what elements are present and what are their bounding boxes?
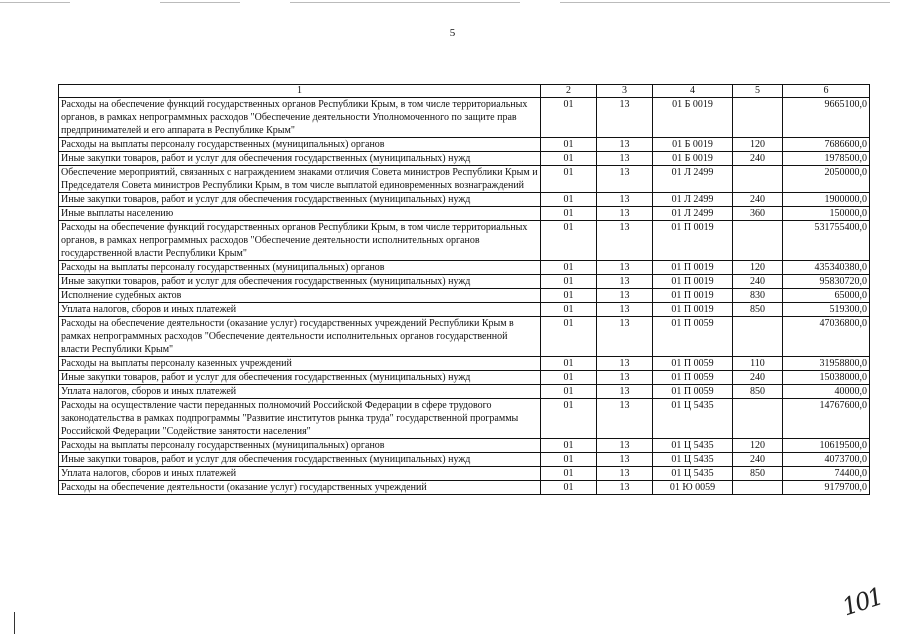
row-subsection: 13 (597, 138, 653, 152)
row-article: 01 П 0059 (653, 317, 733, 357)
row-section: 01 (541, 467, 597, 481)
row-section: 01 (541, 261, 597, 275)
row-article: 01 Л 2499 (653, 193, 733, 207)
row-amount: 7686600,0 (783, 138, 870, 152)
row-expense-type (733, 98, 783, 138)
row-section: 01 (541, 193, 597, 207)
table-row (59, 193, 870, 207)
row-name: Иные закупки товаров, работ и услуг для обеспечения государственных (муниципальных) нужд (59, 453, 541, 467)
table-row (59, 371, 870, 385)
row-article: 01 П 0019 (653, 303, 733, 317)
row-subsection: 13 (597, 439, 653, 453)
row-amount: 1900000,0 (783, 193, 870, 207)
row-section: 01 (541, 439, 597, 453)
row-article: 01 Ц 5435 (653, 467, 733, 481)
row-name: Уплата налогов, сборов и иных платежей (59, 467, 541, 481)
row-subsection: 13 (597, 317, 653, 357)
row-amount: 519300,0 (783, 303, 870, 317)
table-header-row (59, 85, 870, 98)
row-subsection: 13 (597, 166, 653, 193)
row-name: Расходы на обеспечение функций государственных органов Республики Крым, в том числе территориальных органов, в рамках непрограммных расходов "Обеспечение деятельности исполнительных органов государственной власти Республики Крым" (59, 221, 541, 261)
row-expense-type: 830 (733, 289, 783, 303)
scan-top-lines (0, 2, 905, 5)
margin-mark (14, 612, 15, 634)
row-section: 01 (541, 221, 597, 261)
row-name: Расходы на обеспечение деятельности (оказание услуг) государственных учреждений (59, 481, 541, 495)
handwritten-page-mark: 101 (838, 582, 886, 622)
row-expense-type: 120 (733, 138, 783, 152)
row-subsection: 13 (597, 152, 653, 166)
row-expense-type: 850 (733, 385, 783, 399)
table-row (59, 303, 870, 317)
row-subsection: 13 (597, 221, 653, 261)
row-amount: 9665100,0 (783, 98, 870, 138)
row-expense-type (733, 399, 783, 439)
row-expense-type (733, 166, 783, 193)
row-amount: 435340380,0 (783, 261, 870, 275)
row-subsection: 13 (597, 399, 653, 439)
row-name: Иные закупки товаров, работ и услуг для обеспечения государственных (муниципальных) нужд (59, 275, 541, 289)
budget-table (58, 84, 870, 495)
table-row (59, 385, 870, 399)
row-name: Иные выплаты населению (59, 207, 541, 221)
row-article: 01 Ю 0059 (653, 481, 733, 495)
header-amount: 6 (783, 85, 870, 98)
row-article: 01 Б 0019 (653, 98, 733, 138)
row-amount: 14767600,0 (783, 399, 870, 439)
row-amount: 65000,0 (783, 289, 870, 303)
row-expense-type: 360 (733, 207, 783, 221)
row-name: Расходы на выплаты персоналу казенных учреждений (59, 357, 541, 371)
row-expense-type: 120 (733, 439, 783, 453)
table-row (59, 275, 870, 289)
table-row (59, 152, 870, 166)
row-subsection: 13 (597, 357, 653, 371)
row-subsection: 13 (597, 453, 653, 467)
row-section: 01 (541, 371, 597, 385)
table-row (59, 207, 870, 221)
row-name: Расходы на обеспечение деятельности (оказание услуг) государственных учреждений Республики Крым в рамках непрограммных расходов "Обеспечение деятельности исполнительных органов государственной власти Республики Крым" (59, 317, 541, 357)
table-row (59, 261, 870, 275)
table-row (59, 481, 870, 495)
row-section: 01 (541, 303, 597, 317)
row-amount: 31958800,0 (783, 357, 870, 371)
row-subsection: 13 (597, 289, 653, 303)
row-name: Иные закупки товаров, работ и услуг для обеспечения государственных (муниципальных) нужд (59, 152, 541, 166)
row-expense-type (733, 317, 783, 357)
row-section: 01 (541, 152, 597, 166)
row-article: 01 Л 2499 (653, 166, 733, 193)
row-section: 01 (541, 453, 597, 467)
row-article: 01 П 0019 (653, 275, 733, 289)
row-article: 01 П 0019 (653, 221, 733, 261)
row-article: 01 П 0059 (653, 371, 733, 385)
table-row (59, 289, 870, 303)
table-row (59, 357, 870, 371)
row-section: 01 (541, 385, 597, 399)
row-article: 01 П 0019 (653, 289, 733, 303)
header-subsection: 3 (597, 85, 653, 98)
row-subsection: 13 (597, 193, 653, 207)
row-amount: 150000,0 (783, 207, 870, 221)
row-amount: 47036800,0 (783, 317, 870, 357)
header-article: 4 (653, 85, 733, 98)
row-expense-type: 240 (733, 152, 783, 166)
table-row (59, 399, 870, 439)
row-section: 01 (541, 317, 597, 357)
row-subsection: 13 (597, 98, 653, 138)
row-expense-type: 850 (733, 303, 783, 317)
row-section: 01 (541, 357, 597, 371)
row-section: 01 (541, 289, 597, 303)
table-row (59, 439, 870, 453)
row-article: 01 П 0059 (653, 357, 733, 371)
row-article: 01 П 0019 (653, 261, 733, 275)
row-amount: 15038000,0 (783, 371, 870, 385)
row-amount: 1978500,0 (783, 152, 870, 166)
header-expense-type: 5 (733, 85, 783, 98)
row-section: 01 (541, 166, 597, 193)
row-article: 01 Ц 5435 (653, 399, 733, 439)
row-name: Расходы на выплаты персоналу государственных (муниципальных) органов (59, 138, 541, 152)
page-number: 5 (449, 27, 456, 39)
row-expense-type: 120 (733, 261, 783, 275)
row-section: 01 (541, 275, 597, 289)
row-article: 01 Б 0019 (653, 138, 733, 152)
row-subsection: 13 (597, 261, 653, 275)
row-subsection: 13 (597, 481, 653, 495)
row-article: 01 Л 2499 (653, 207, 733, 221)
row-subsection: 13 (597, 467, 653, 481)
row-expense-type (733, 221, 783, 261)
table-row (59, 98, 870, 138)
row-article: 01 П 0059 (653, 385, 733, 399)
row-amount: 74400,0 (783, 467, 870, 481)
table-row (59, 138, 870, 152)
table-row (59, 166, 870, 193)
header-section: 2 (541, 85, 597, 98)
row-section: 01 (541, 98, 597, 138)
row-article: 01 Ц 5435 (653, 439, 733, 453)
header-name: 1 (59, 85, 541, 98)
row-subsection: 13 (597, 207, 653, 221)
row-expense-type: 110 (733, 357, 783, 371)
row-subsection: 13 (597, 303, 653, 317)
row-article: 01 Ц 5435 (653, 453, 733, 467)
row-section: 01 (541, 481, 597, 495)
row-section: 01 (541, 138, 597, 152)
row-amount: 10619500,0 (783, 439, 870, 453)
table-row (59, 467, 870, 481)
row-amount: 95830720,0 (783, 275, 870, 289)
table-row (59, 221, 870, 261)
row-subsection: 13 (597, 371, 653, 385)
row-amount: 40000,0 (783, 385, 870, 399)
row-expense-type: 240 (733, 371, 783, 385)
row-name: Исполнение судебных актов (59, 289, 541, 303)
row-expense-type (733, 481, 783, 495)
row-amount: 2050000,0 (783, 166, 870, 193)
row-name: Уплата налогов, сборов и иных платежей (59, 303, 541, 317)
row-subsection: 13 (597, 275, 653, 289)
row-article: 01 Б 0019 (653, 152, 733, 166)
row-name: Расходы на обеспечение функций государственных органов Республики Крым, в том числе территориальных органов, в рамках непрограммных расходов "Обеспечение деятельности Уполномоченного по защите прав предпринимателей и его аппарата в Республике Крым" (59, 98, 541, 138)
row-section: 01 (541, 399, 597, 439)
row-expense-type: 240 (733, 193, 783, 207)
row-expense-type: 850 (733, 467, 783, 481)
row-name: Расходы на выплаты персоналу государственных (муниципальных) органов (59, 439, 541, 453)
table-row (59, 317, 870, 357)
row-name: Иные закупки товаров, работ и услуг для обеспечения государственных (муниципальных) нужд (59, 193, 541, 207)
row-name: Иные закупки товаров, работ и услуг для обеспечения государственных (муниципальных) нужд (59, 371, 541, 385)
row-name: Обеспечение мероприятий, связанных с награждением знаками отличия Совета министров Республики Крым и Председателя Совета министров Республики Крым, в том числе выплатой единовременных вознаграждений (59, 166, 541, 193)
row-amount: 4073700,0 (783, 453, 870, 467)
row-amount: 9179700,0 (783, 481, 870, 495)
row-expense-type: 240 (733, 453, 783, 467)
row-subsection: 13 (597, 385, 653, 399)
row-expense-type: 240 (733, 275, 783, 289)
row-amount: 531755400,0 (783, 221, 870, 261)
row-section: 01 (541, 207, 597, 221)
row-name: Расходы на выплаты персоналу государственных (муниципальных) органов (59, 261, 541, 275)
row-name: Уплата налогов, сборов и иных платежей (59, 385, 541, 399)
table-row (59, 453, 870, 467)
row-name: Расходы на осуществление части переданных полномочий Российской Федерации в сфере трудового законодательства в рамках подпрограммы "Развитие институтов рынка труда" государственной программы Российской Федерации "Содействие занятости населения" (59, 399, 541, 439)
